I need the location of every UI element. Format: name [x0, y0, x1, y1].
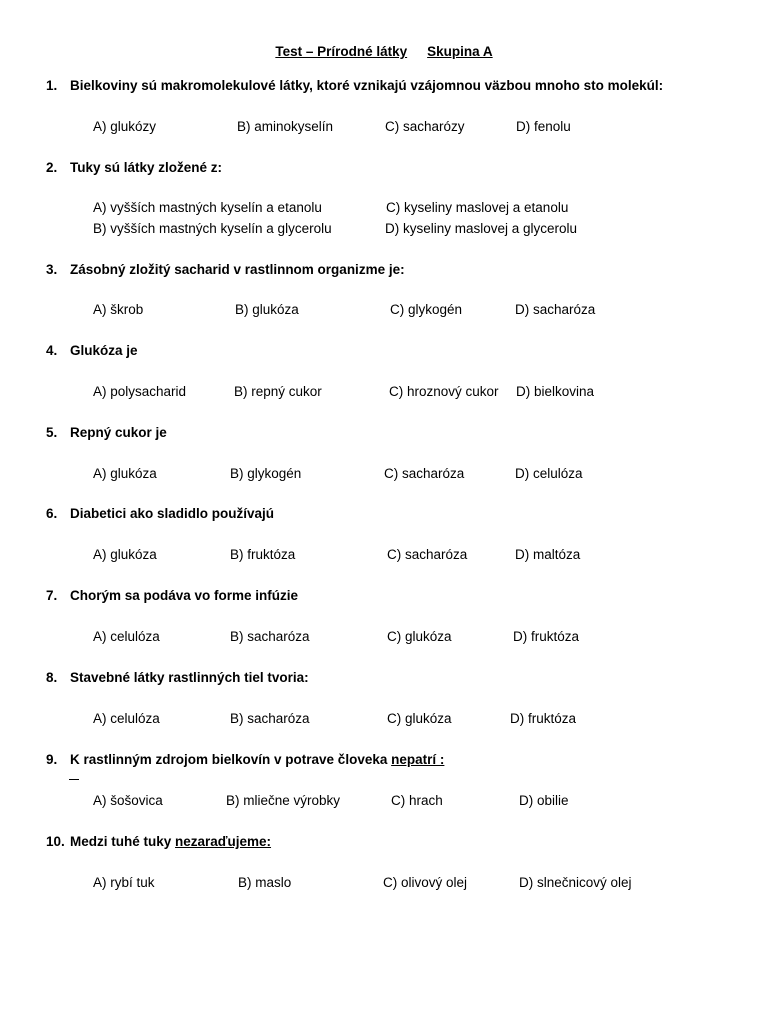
option-c: C) glukóza	[387, 629, 452, 644]
option-c: C) hroznový cukor	[389, 384, 499, 399]
option-c: C) olivový olej	[383, 875, 468, 890]
question-text: Repný cukor je	[70, 425, 167, 440]
option-d: D) bielkovina	[516, 384, 595, 399]
answer-blank	[69, 779, 79, 780]
option-b: B) mliečne výrobky	[226, 793, 341, 808]
question-text: Diabetici ako sladidlo používajú	[70, 506, 275, 521]
option-c: C) sacharóza	[384, 466, 465, 481]
option-c: C) sacharóza	[387, 547, 468, 562]
option-d: D) celulóza	[515, 466, 583, 481]
question-emphasis: nepatrí :	[391, 752, 445, 767]
question-text: Bielkoviny sú makromolekulové látky, ktoré vznikajú vzájomnou väzbou mnoho sto molekúl:	[70, 78, 664, 93]
question-text: Zásobný zložitý sacharid v rastlinnom organizme je:	[70, 262, 405, 277]
option-d: D) kyseliny maslovej a glycerolu	[385, 221, 578, 236]
test-title: Test – Prírodné látky	[275, 44, 408, 59]
option-c: C) glukóza	[387, 711, 452, 726]
question-5: 5. Repný cukor je	[46, 425, 167, 440]
question-7: 7. Chorým sa podáva vo forme infúzie	[46, 588, 299, 603]
option-a: A) glukóza	[93, 547, 157, 562]
option-d: D) fenolu	[516, 119, 571, 134]
option-b: B) aminokyselín	[237, 119, 334, 134]
option-a: A) celulóza	[93, 711, 160, 726]
option-a: A) rybí tuk	[93, 875, 155, 890]
question-text: K rastlinným zdrojom bielkovín v potrave človeka	[70, 752, 388, 767]
option-d: D) sacharóza	[515, 302, 596, 317]
option-d: D) slnečnicový olej	[519, 875, 632, 890]
option-a: A) glukózy	[93, 119, 157, 134]
question-2: 2. Tuky sú látky zložené z:	[46, 160, 223, 175]
question-text: Tuky sú látky zložené z:	[70, 160, 223, 175]
option-b: B) glukóza	[235, 302, 299, 317]
option-d: D) fruktóza	[510, 711, 577, 726]
question-6: 6. Diabetici ako sladidlo používajú	[46, 506, 275, 521]
question-emphasis: nezaraďujeme:	[175, 834, 272, 849]
question-8: 8. Stavebné látky rastlinných tiel tvoria:	[46, 670, 309, 685]
option-d: D) obilie	[519, 793, 569, 808]
question-10: 10. Medzi tuhé tuky nezaraďujeme:	[46, 834, 272, 849]
option-b: B) maslo	[238, 875, 292, 890]
question-9: 9. K rastlinným zdrojom bielkovín v potrave človeka nepatrí :	[46, 752, 445, 767]
option-c: C) kyseliny maslovej a etanolu	[386, 200, 569, 215]
option-a: A) polysacharid	[93, 384, 187, 399]
question-3: 3. Zásobný zložitý sacharid v rastlinnom organizme je:	[46, 262, 405, 277]
option-b: B) glykogén	[230, 466, 302, 481]
question-text: Chorým sa podáva vo forme infúzie	[70, 588, 299, 603]
question-text: Stavebné látky rastlinných tiel tvoria:	[70, 670, 309, 685]
question-4: 4. Glukóza je	[46, 343, 138, 358]
option-b: B) repný cukor	[234, 384, 322, 399]
option-d: D) maltóza	[515, 547, 581, 562]
option-c: C) sacharózy	[385, 119, 465, 134]
option-c: C) hrach	[391, 793, 443, 808]
option-a: A) glukóza	[93, 466, 157, 481]
option-c: C) glykogén	[390, 302, 463, 317]
option-a: A) šošovica	[93, 793, 163, 808]
option-a: A) škrob	[93, 302, 144, 317]
page-title	[0, 44, 768, 59]
option-d: D) fruktóza	[513, 629, 580, 644]
option-b: B) vyšších mastných kyselín a glycerolu	[93, 221, 332, 236]
question-text: Medzi tuhé tuky	[70, 834, 172, 849]
group-label: Skupina A	[427, 44, 493, 59]
option-b: B) fruktóza	[230, 547, 296, 562]
question-1: 1. Bielkoviny sú makromolekulové látky, ktoré vznikajú vzájomnou väzbou mnoho sto molekúl:	[46, 78, 664, 93]
option-b: B) sacharóza	[230, 711, 310, 726]
option-b: B) sacharóza	[230, 629, 310, 644]
option-a: A) vyšších mastných kyselín a etanolu	[93, 200, 322, 215]
option-a: A) celulóza	[93, 629, 160, 644]
question-text: Glukóza je	[70, 343, 138, 358]
